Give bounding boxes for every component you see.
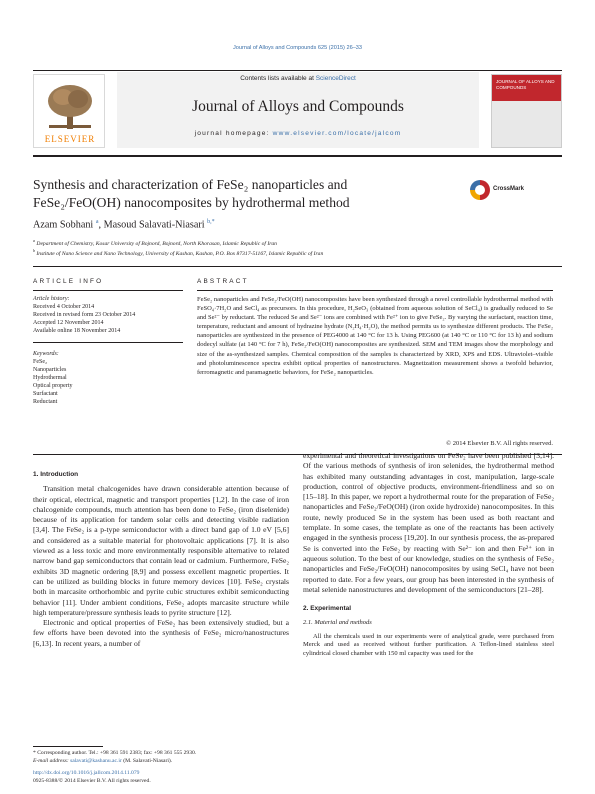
crossmark-label: CrossMark (493, 186, 525, 192)
intro-paragraph-1: Transition metal chalcogenides have drawn considerable attention because of their optical, electrical, magnetic and transport properties [1,2]. In the case of iron chalcogenide compounds, much attention has been done to FeSe₂ (iron diselenide) because of its application for tandem solar cells and detecting visible radiation [3,4]. The FeSe₂ is a p-type semiconductor with a direct band gap of 1.0 eV [5,6] and considered as a suitable material for photovoltaic applications [7]. It is also viewed as a less toxic and more environmentally responsible alternative to related narrow band gap semiconductors that contain lead or cadmium. Furthermore, FeSe₂ exhibits 3D magnetic ordering [8,9] and possess excellent magnetic properties. It can be utilized as building blocks in future memory devices [10]. FeSe₂ crystals both in marcasite orthorhombic and pyrite cubic structures exhibit semiconducting behavior [11]. Under ambient conditions, FeSe₂ adopts marcasite structure while high temperature/pressure synthesis leads to pyrite structure [12]. (33, 484, 289, 617)
journal-citation[interactable]: Journal of Alloys and Compounds 625 (2015) 26–33 (232, 45, 363, 51)
homepage-link[interactable]: www.elsevier.com/locate/jalcom (272, 130, 402, 137)
homepage-prefix: journal homepage: (194, 130, 273, 137)
keyword-item: Reductant (33, 399, 58, 405)
affiliation-a-text: Department of Chemistry, Kosar University of Bojnord, Bojnord, North Khorasan, Islamic Republic of Iran (36, 240, 277, 247)
intro-paragraph-3: experimental and theoretical investigations on FeSe₂ have been published [3,14]. Of the various methods of synthesis of iron selenides, the hydrothermal method has exhibited many outstanding advantages in cost, manipulation, large-scale production, control of objective products, environment-friendliness and so on [15–18]. In this paper, we report a hydrothermal route for the preparation of FeSe₂ nanoparticles and FeSe₂/FeO(OH) (iron oxide hydroxide) nanocomposites. In this route, newly produced Se in the system has been used as both reactant and template. In some cases, the template as one of the reactants has been actively engaged in the synthesis process [19,20]. In our synthesis process, the as-prepared Se is converted into the FeSe₂ by reacting with Se²⁻ ion and then Fe²⁺ ion in aqueous solution. To the best of our knowledge, studies on the synthesis of FeSe₂ nanoparticles and FeSe₂/FeO(OH) nanocomposites by using SeCl₄ have not been reported to date. For a few years, our group has been interested in the synthesis of metal selenide nanostructures and development of the semiconductors [21–28]. (303, 451, 554, 594)
article-info-heading: ARTICLE INFO (33, 278, 104, 285)
footnote-rule (33, 746, 103, 747)
masthead-bottom-rule (33, 155, 562, 157)
corresponding-author: * Corresponding author. Tel.: +98 361 591 2383; fax: +98 361 555 2930. (33, 750, 197, 756)
keyword-item: FeSe₂ (33, 359, 48, 365)
history-accepted: Accepted 12 November 2014 (33, 320, 104, 326)
history-online: Available online 18 November 2014 (33, 328, 121, 334)
doi-link[interactable]: http://dx.doi.org/10.1016/j.jallcom.2014.11.079 (33, 770, 140, 776)
contents-available (117, 75, 479, 82)
keyword-item: Hydrothermal (33, 375, 67, 381)
intro-heading: 1. Introduction (33, 471, 79, 478)
right-column (303, 451, 554, 658)
keywords (33, 350, 183, 406)
history-received: Received 4 October 2014 (33, 304, 95, 310)
history-keywords-rule (33, 342, 183, 343)
title-line-2: FeSe₂/FeO(OH) nanocomposites by hydrothermal method (33, 195, 350, 210)
author-list: Azam Sobhani $^a$, Masoud Salavati-Niasari $^{b,*}$ (33, 219, 215, 231)
journal-cover-thumbnail[interactable] (491, 74, 562, 148)
journal-title: Journal of Alloys and Compounds (192, 98, 404, 115)
author-2[interactable]: Masoud Salavati-Niasari (103, 219, 205, 231)
abstract-rule (197, 290, 553, 291)
masthead-top-rule (33, 70, 562, 71)
email-link[interactable]: salavati@kashanu.ac.ir (70, 758, 122, 764)
email-label: E-mail address: (33, 758, 71, 764)
article-history (33, 295, 183, 335)
cover-label: JOURNAL OF ALLOYS AND COMPOUNDS (496, 79, 555, 90)
keyword-item: Surfactant (33, 391, 58, 397)
affiliation-a (33, 238, 563, 247)
crossmark-badge[interactable] (470, 180, 530, 202)
abstract-heading: ABSTRACT (197, 278, 249, 285)
article-info-rule (33, 290, 183, 291)
experimental-heading: 2. Experimental (303, 605, 352, 613)
email-line (33, 757, 293, 765)
article-title (33, 176, 453, 212)
header-divider (33, 266, 562, 267)
history-label: Article history: (33, 296, 70, 302)
materials-subheading: 2.1. Material and methods (303, 619, 372, 627)
abstract-copyright: © 2014 Elsevier B.V. All rights reserved. (446, 440, 553, 447)
sciencedirect-link[interactable]: ScienceDirect (315, 75, 356, 82)
email-suffix: (M. Salavati-Niasari). (121, 758, 173, 764)
corresponding-text: Corresponding author. Tel.: +98 361 591 2383; fax: +98 361 555 2930. (37, 750, 197, 756)
materials-paragraph: All the chemicals used in our experiments were of analytical grade, were purchased from Merck and used as received without further purification. A Teflon-lined stainless steel cylindrical closed chamber with 150 ml capacity was used for the (303, 632, 554, 657)
crossmark-icon (470, 180, 490, 200)
journal-homepage (117, 130, 479, 137)
footnotes (33, 749, 293, 785)
title-line-1: Synthesis and characterization of FeSe₂ nanoparticles and (33, 177, 348, 192)
keyword-item: Nanoparticles (33, 367, 67, 373)
left-column (33, 470, 289, 649)
author-1[interactable]: Azam Sobhani (33, 219, 94, 231)
elsevier-tree-icon (45, 83, 95, 131)
affiliation-b (33, 248, 563, 257)
publisher-name: ELSEVIER (44, 134, 96, 144)
affiliation-b-sup: b (33, 248, 35, 253)
affiliation-b-text: Institute of Nano Science and Nano Technology, University of Kashan, Kashan, P.O. Box 87317-51167, Islamic Republic of Iran (36, 250, 324, 257)
intro-paragraph-2: Electronic and optical properties of FeSe₂ has been extensively studied, but a few efforts have been devoted into the synthesis of FeSe₂ micro/nanostructures [6,13]. In recent years, a number of (33, 618, 289, 648)
author-2-affil[interactable]: b,* (207, 219, 215, 225)
contents-prefix: Contents lists available at (240, 75, 316, 82)
keyword-item: Optical property (33, 383, 73, 389)
journal-masthead (33, 70, 562, 152)
issn-line: 0925-8388/© 2014 Elsevier B.V. All rights reserved. (33, 778, 151, 784)
author-1-affil[interactable]: a (95, 219, 99, 225)
abstract-text: FeSe₂ nanoparticles and FeSe₂/FeO(OH) nanocomposites have been synthesized through a novel controllable hydrothermal method with FeSO₄·7H₂O and SeCl₄ as precursors. In this procedure, H₂SeO₃ (obtained from aqueous solution of SeCl₄) is gradually reduced to Se and Se²⁻ by reductant. The reduced Se and Se²⁻ ions are combined with Fe²⁺ ion to give FeSe₂. By varying the surfactant, reaction time, temperature, reductant and amount of hydrazine hydrate (N₂H₄·H₂O), the method permits us to synthesize different products. The FeSe₂ nanoparticles are synthesized in the presence of PEG4000 at 140 °C for 13 h. Using PEG600 (at 140 °C or 110 °C for 13 h) and sodium dodecyl sulfate (at 140 °C for 7 h), FeSe₂/FeO(OH) nanocomposites are synthesized. SEM and TEM images show the morphology and size of the as-synthesized samples. Chemical composition of the samples is characterized by XRD, XPS and EDS. Ultraviolet–visible and photoluminescence spectra exhibit optical properties of nanostructures. Magnetization measurement shows a twofold behavior, ferromagnetic and paramagnetic behaviors, for FeSe₂ nanoparticles. (197, 296, 553, 376)
history-revised: Received in revised form 23 October 2014 (33, 312, 136, 318)
elsevier-logo[interactable] (33, 74, 105, 148)
keywords-label: Keywords: (33, 351, 59, 357)
affiliation-a-sup: a (33, 238, 35, 243)
